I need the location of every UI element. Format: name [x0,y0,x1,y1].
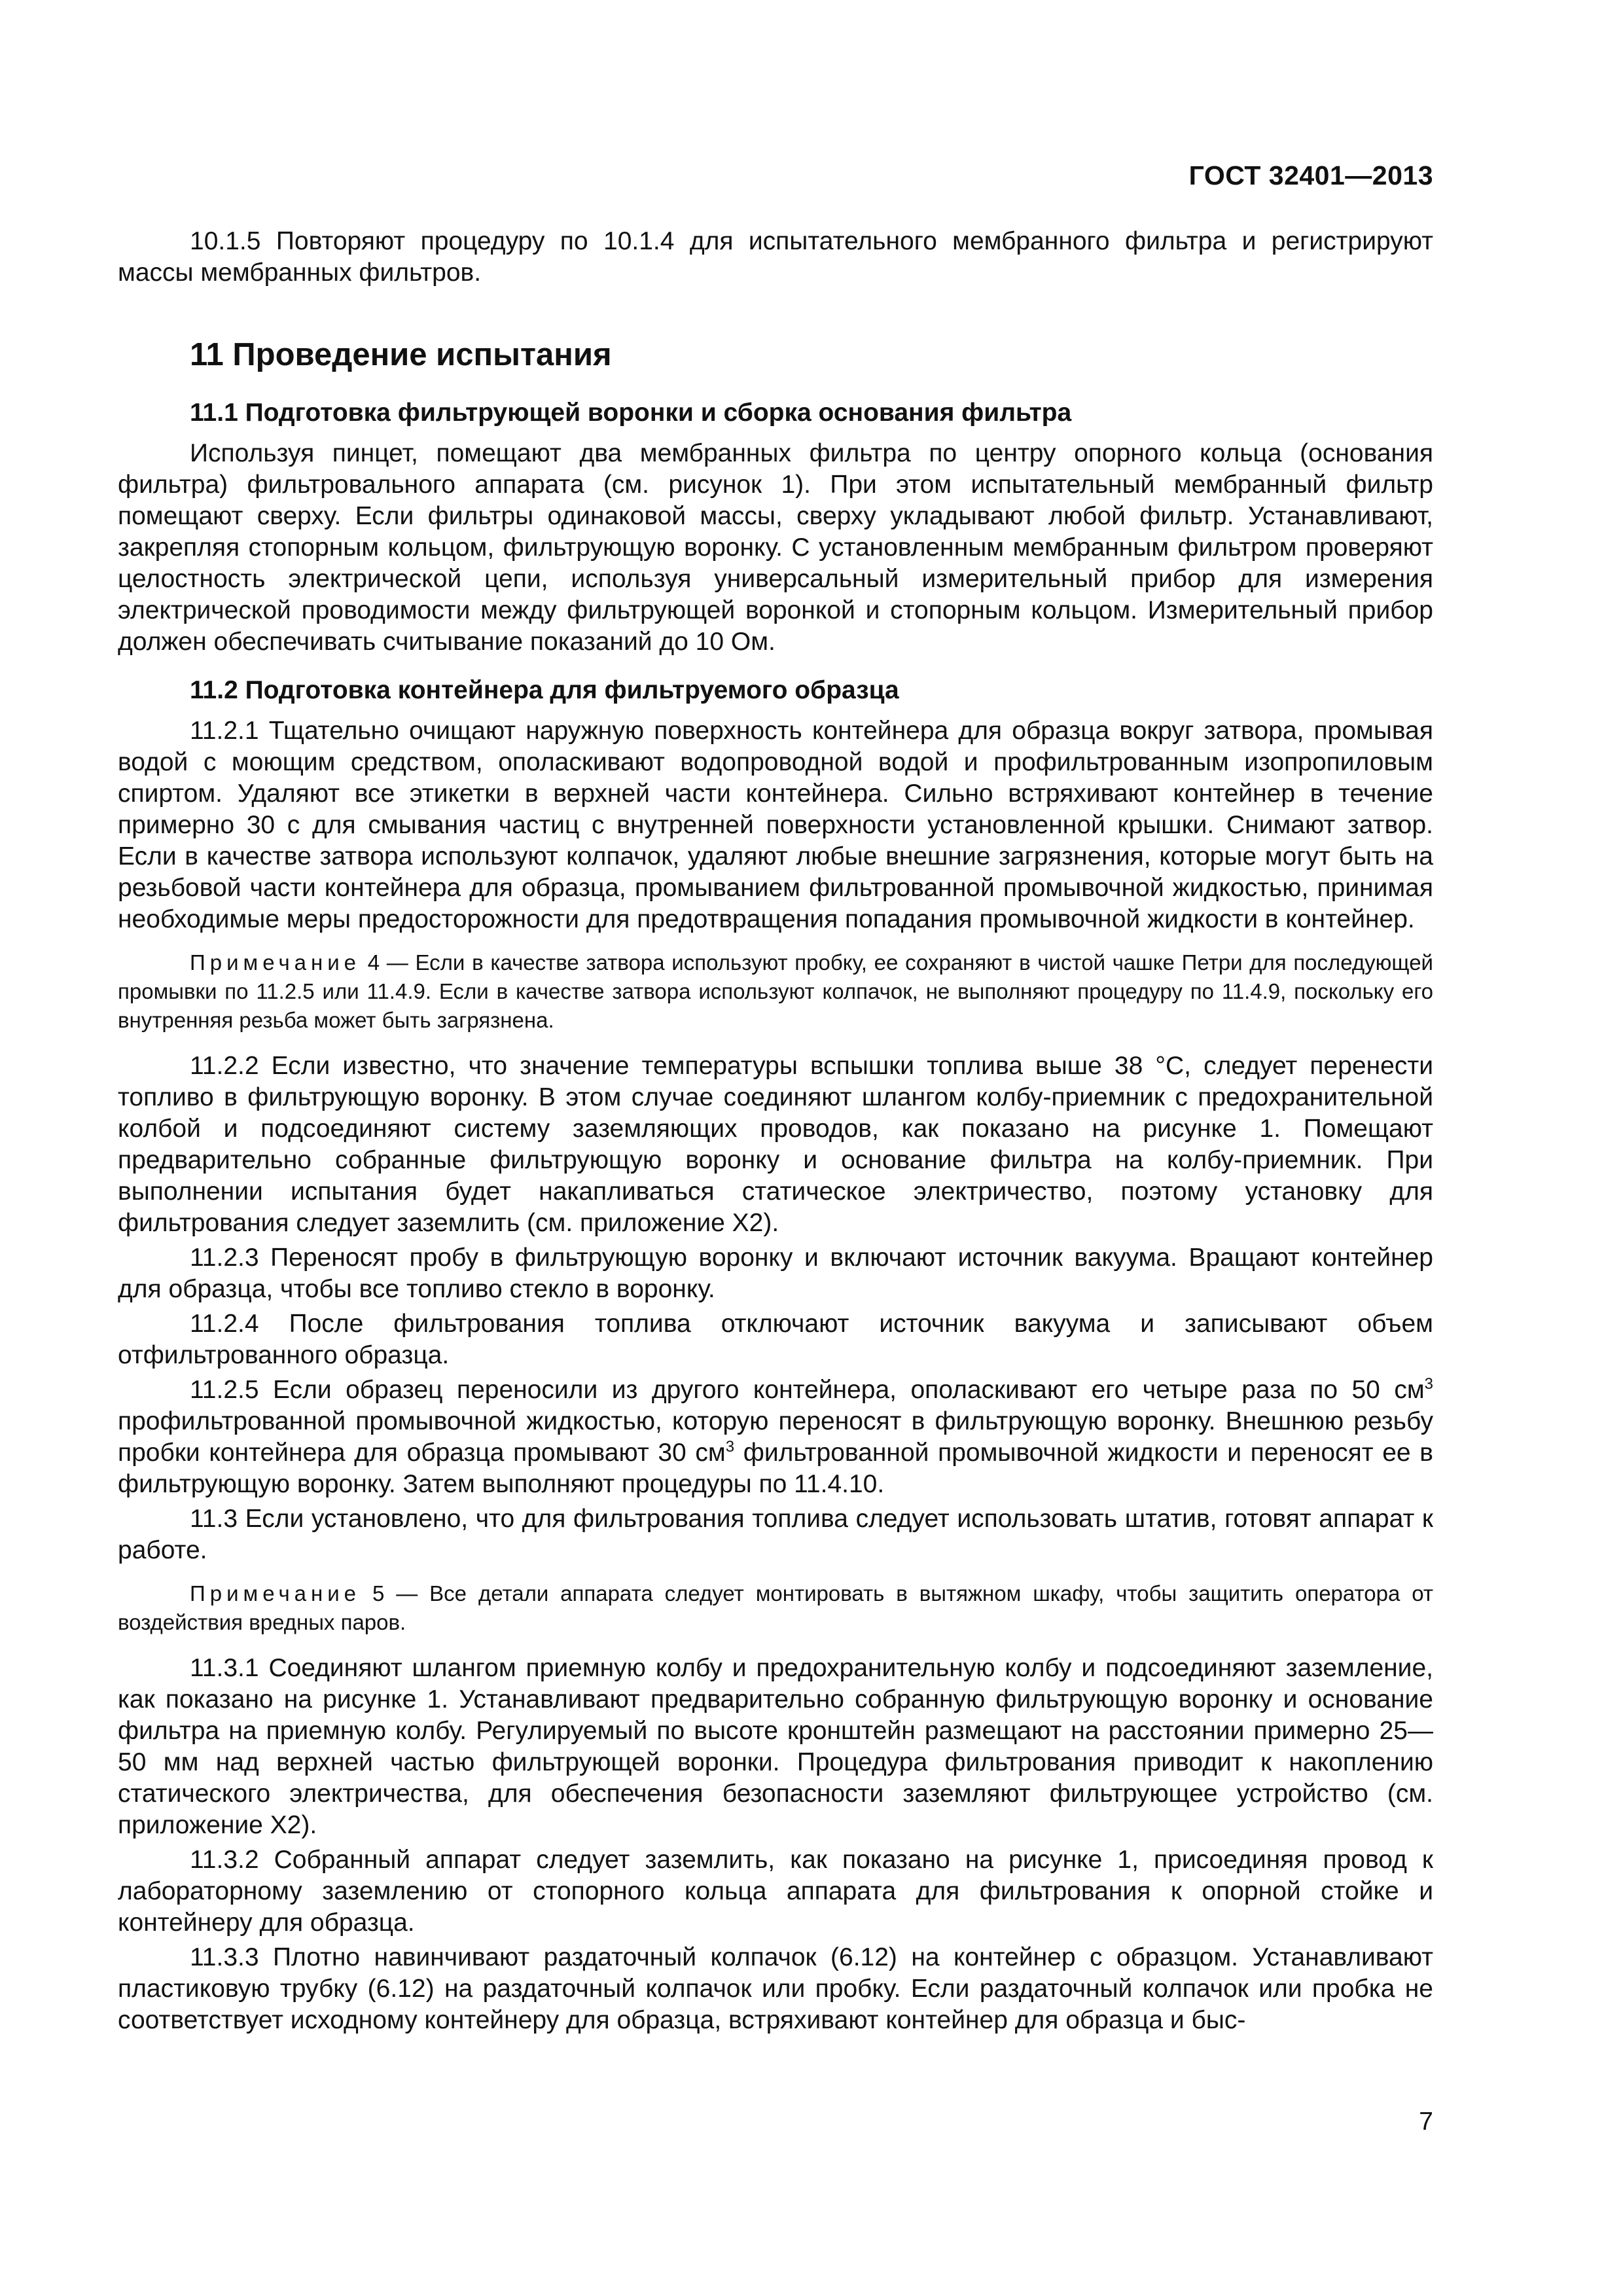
paragraph-11-3-2: 11.3.2 Собранный аппарат следует заземлить, как показано на рисунке 1, присоединяя провод к лабораторному заземлению от стопорного кольца аппарата для фильтрования к опорной стойке и контейнеру для образца. [118,1846,1433,1937]
paragraph-11-2-5-part-b: профильтрованной промывочной жидкостью, которую переносят в фильтрующую воронку. Внешнюю резьбу пробки контейнера для образца промывают 30 см [118,1407,1433,1467]
paragraph-11-1: Используя пинцет, помещают два мембранных фильтра по центру опорного кольца (основания фильтра) фильтровального аппарата (см. рисунок 1). При этом испытательный мембранный фильтр помещают сверху. Если фильтры одинаковой массы, сверху укладывают любой фильтр. Устанавливают, закрепляя стопорным кольцом, фильтрующую воронку. С установленным мембранным фильтром проверяют целостность электрической цепи, используя универсальный измерительный прибор для измерения электрической проводимости между фильтрующей воронкой и стопорным кольцом. Измерительный прибор должен обеспечивать считывание показаний до 10 Ом. [118,439,1433,656]
paragraph-11-3-1: 11.3.1 Соединяют шлангом приемную колбу и предохранительную колбу и подсоединяют заземление, как показано на рисунке 1. Устанавливают предварительно собранную фильтрующую воронку и основание фильтра на приемную колбу. Регулируемый по высоте кронштейн размещают на расстоянии примерно 25—50 мм над верхней частью фильтрующей воронки. Процедура фильтрования приводит к накоплению статического электричества, для обеспечения безопасности заземляют фильтрующее устройство (см. приложение Х2). [118,1654,1433,1839]
paragraph-11-2-1: 11.2.1 Тщательно очищают наружную поверхность контейнера для образца вокруг затвора, промывая водой с моющим средством, ополаскивают водопроводной водой и профильтрованным изопропиловым спиртом. Удаляют все этикетки в верхней части контейнера. Сильно встряхивают контейнер в течение примерно 30 с для смывания частиц с внутренней поверхности установленной крышки. Снимают затвор. Если в качестве затвора используют колпачок, удаляют любые внешние загрязнения, которые могут быть на резьбовой части контейнера для образца, промыванием фильтрованной промывочной жидкостью, принимая необходимые меры предосторожности для предотвращения попадания промывочной жидкости в контейнер. [118,717,1433,933]
superscript-cube: 3 [725,1438,735,1456]
note-4-text: 4 — Если в качестве затвора используют пробку, ее сохраняют в чистой чашке Петри для последующей промывки по 11.2.5 или 11.4.9. Если в качестве затвора используют колпачок, не выполняют процедуру по 11.4.9, поскольку его внутренняя резьба может быть загрязнена. [118,950,1433,1032]
superscript-cube: 3 [1424,1375,1433,1393]
note-5-label: Примечание [190,1581,361,1605]
note-5 [118,1579,1433,1637]
section-11-title: 11 Проведение испытания [190,337,612,372]
note-4-label: Примечание [190,950,361,975]
subsection-11-1-title: 11.1 Подготовка фильтрующей воронки и сборка основания фильтра [190,399,1072,427]
paragraph-11-2-4: 11.2.4 После фильтрования топлива отключают источник вакуума и записывают объем отфильтрованного образца. [118,1310,1433,1369]
paragraph-11-3-3: 11.3.3 Плотно навинчивают раздаточный колпачок (6.12) на контейнер с образцом. Устанавливают пластиковую трубку (6.12) на раздаточный колпачок или пробку. Если раздаточный колпачок или пробка не соответствует исходному контейнеру для образца, встряхивают контейнер для образца и быс- [118,1943,1433,2034]
standard-header: ГОСТ 32401—2013 [1188,160,1433,190]
subsection-11-2-title: 11.2 Подготовка контейнера для фильтруемого образца [190,676,899,704]
paragraph-11-3: 11.3 Если установлено, что для фильтрования топлива следует использовать штатив, готовят аппарат к работе. [118,1505,1433,1564]
paragraph-11-2-2: 11.2.2 Если известно, что значение температуры вспышки топлива выше 38 °С, следует перенести топливо в фильтрующую воронку. В этом случае соединяют шлангом колбу-приемник с предохранительной колбой и подсоединяют систему заземляющих проводов, как показано на рисунке 1. Помещают предварительно собранные фильтрующую воронку и основание фильтра на колбу-приемник. При выполнении испытания будет накапливаться статическое электричество, поэтому установку для фильтрования следует заземлить (см. приложение Х2). [118,1052,1433,1237]
note-5-text: 5 — Все детали аппарата следует монтировать в вытяжном шкафу, чтобы защитить оператора от воздействия вредных паров. [118,1581,1434,1634]
paragraph-11-2-5-part-c: фильтрованной промывочной жидкости и переносят ее в фильтрующую воронку. Затем выполняют процедуры по 11.4.10. [118,1439,1433,1498]
document-body [118,226,1433,2039]
page-number: 7 [1419,2108,1433,2136]
paragraph-11-2-3: 11.2.3 Переносят пробу в фильтрующую воронку и включают источник вакуума. Вращают контейнер для образца, чтобы все топливо стекло в воронку. [118,1244,1433,1303]
paragraph-10-1-5: 10.1.5 Повторяют процедуру по 10.1.4 для испытательного мембранного фильтра и регистрируют массы мембранных фильтров. [118,227,1433,287]
paragraph-11-2-5 [118,1374,1433,1500]
paragraph-11-2-5-part-a: 11.2.5 Если образец переносили из другого контейнера, ополаскивают его четыре раза по 50 см [190,1376,1425,1404]
note-4 [118,948,1433,1035]
